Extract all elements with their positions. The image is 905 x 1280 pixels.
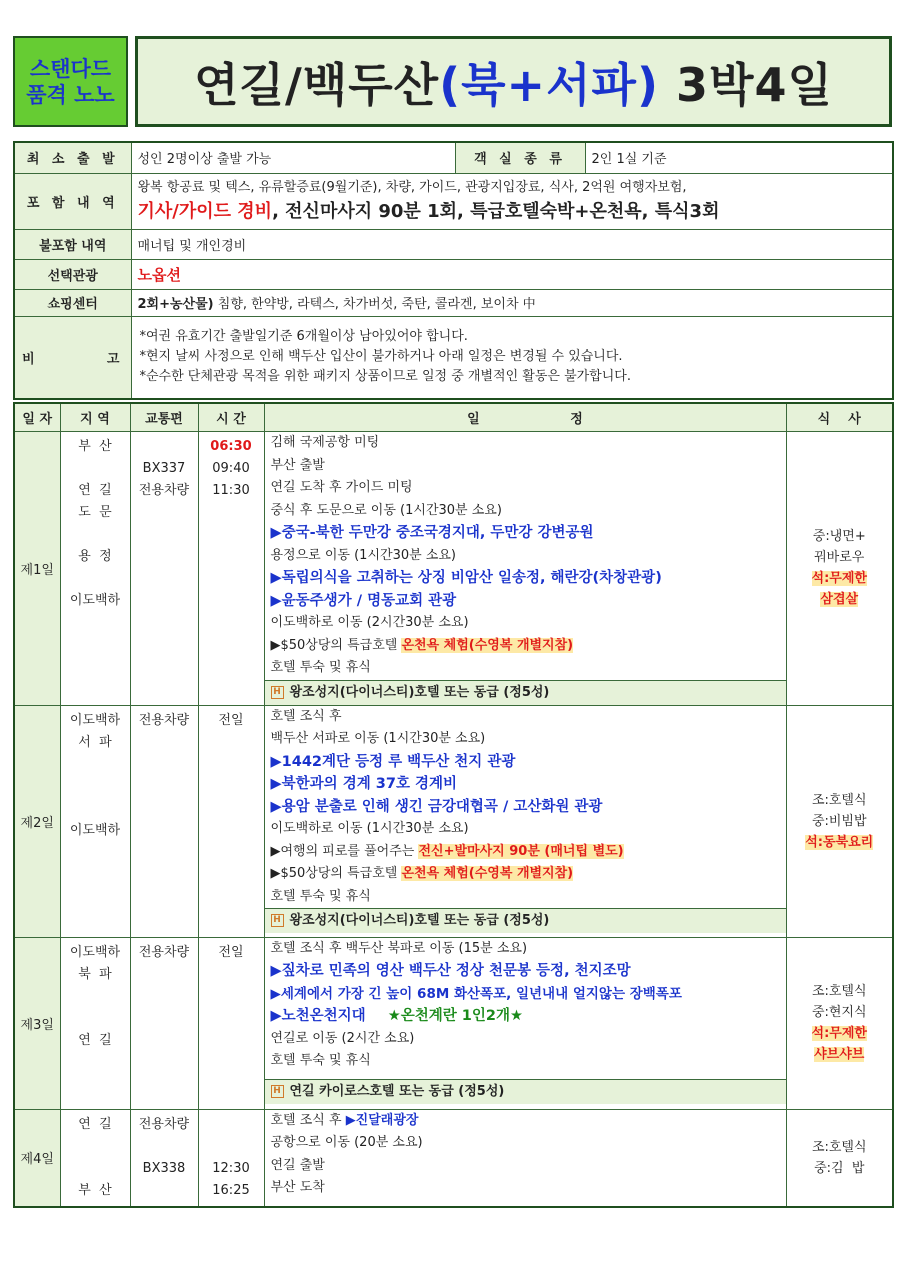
day-row-3 bbox=[14, 937, 893, 1109]
vehicle: 전용차량 bbox=[138, 483, 190, 498]
day-times bbox=[198, 1109, 264, 1207]
region: 도 문 bbox=[78, 505, 112, 520]
title-route: (북+서파) bbox=[439, 57, 659, 112]
flight-code: BX338 bbox=[142, 1160, 186, 1176]
col-region: 지 역 bbox=[60, 403, 130, 432]
region: 용 정 bbox=[78, 549, 112, 564]
schedule-line bbox=[265, 841, 786, 864]
day-meals bbox=[786, 937, 893, 1109]
day-schedule bbox=[264, 937, 786, 1109]
flight-code: BX337 bbox=[142, 461, 186, 476]
day-transport bbox=[130, 432, 198, 706]
region: 연 길 bbox=[78, 1116, 112, 1132]
day-schedule bbox=[264, 705, 786, 937]
schedule-line: ▶1442계단 등정 루 백두산 천지 관광 bbox=[270, 753, 516, 770]
day-label: 제3일 bbox=[14, 937, 60, 1109]
day-meals bbox=[786, 705, 893, 937]
egg-bonus: ★온천계란 1인2개★ bbox=[387, 1008, 523, 1024]
schedule-text: ▶여행의 피로를 풀어주는 bbox=[270, 843, 419, 859]
meal-special: 석:무제한 bbox=[811, 1026, 867, 1041]
day-meals bbox=[786, 432, 893, 706]
notes-label: 비 고 bbox=[14, 316, 131, 399]
day-transport bbox=[130, 1109, 198, 1207]
shopping-count: 2회+농산물) bbox=[137, 297, 214, 312]
day-times bbox=[198, 705, 264, 937]
schedule-line bbox=[265, 635, 786, 658]
region: 이도백하 bbox=[69, 944, 121, 960]
schedule-line: 연길로 이동 (2시간 소요) bbox=[270, 1030, 415, 1046]
product-info-table bbox=[13, 141, 894, 400]
azalea-square: ▶진달래광장 bbox=[345, 1112, 419, 1128]
notes-value bbox=[131, 316, 893, 399]
room-type-label: 객 실 종 류 bbox=[455, 142, 585, 173]
massage-highlight: 전신+발마사지 90분 (매너팁 별도) bbox=[418, 843, 624, 859]
itinerary-header-row bbox=[14, 403, 893, 432]
note-2: *현지 날씨 사정으로 인해 백두산 입산이 불가하거나 아래 일정은 변경될 수 있습니다. bbox=[139, 349, 623, 365]
schedule-line: 백두산 서파로 이동 (1시간30분 소요) bbox=[270, 731, 486, 746]
schedule-line: ▶세계에서 가장 긴 높이 68M 화산폭포, 일년내내 얼지않는 장백폭포 bbox=[270, 985, 682, 1002]
schedule-line bbox=[265, 863, 786, 886]
hot-spring-highlight: 온천욕 체험(수영복 개별지참) bbox=[401, 637, 574, 653]
excluded-label: 불포함 내역 bbox=[14, 229, 131, 259]
title-duration: 3박4일 bbox=[658, 57, 833, 112]
meal: 중:현지식 bbox=[811, 1005, 867, 1020]
day-times bbox=[198, 432, 264, 706]
schedule-text: ▶$50상당의 특급호텔 bbox=[270, 866, 402, 881]
vehicle: 전용차량 bbox=[138, 712, 190, 728]
itinerary-table bbox=[13, 402, 894, 1208]
time: 전일 bbox=[218, 712, 244, 728]
meal-special: 석:무제한 bbox=[811, 571, 867, 587]
hotel-name: 연길 카이로스호텔 또는 동급 (정5성) bbox=[289, 1083, 505, 1099]
meal: 중:김 밥 bbox=[814, 1160, 865, 1176]
day-regions bbox=[60, 937, 130, 1109]
region: 연 길 bbox=[78, 483, 112, 498]
vehicle: 전용차량 bbox=[138, 1116, 190, 1132]
day-regions bbox=[60, 1109, 130, 1207]
schedule-line: 이도백하로 이동 (1시간30분 소요) bbox=[270, 821, 469, 836]
schedule-line: ▶용암 분출로 인해 생긴 금강대협곡 / 고산화원 관광 bbox=[270, 798, 603, 815]
col-schedule: 일 정 bbox=[264, 403, 786, 432]
schedule-line: 호텔 조식 후 bbox=[270, 708, 342, 724]
meal-special: 샤브샤브 bbox=[814, 1047, 865, 1062]
schedule-line: 호텔 투숙 및 휴식 bbox=[270, 1053, 371, 1068]
schedule-line: 김해 국제공항 미팅 bbox=[270, 435, 380, 450]
min-departure-label: 최 소 출 발 bbox=[14, 142, 131, 173]
meal: 조:호텔식 bbox=[811, 984, 867, 999]
hotel-icon: H bbox=[271, 686, 284, 699]
day-label: 제2일 bbox=[14, 705, 60, 937]
region: 이도백하 bbox=[69, 593, 121, 608]
col-time: 시 간 bbox=[198, 403, 264, 432]
hotel-row bbox=[265, 1079, 786, 1104]
schedule-line: 호텔 조식 후 백두산 북파로 이동 (15분 소요) bbox=[270, 940, 528, 956]
time: 11:30 bbox=[212, 483, 250, 498]
day-label: 제4일 bbox=[14, 1109, 60, 1207]
day-label: 제1일 bbox=[14, 432, 60, 706]
included-line-1: 왕복 항공료 및 텍스, 유류할증료(9월기준), 차량, 가이드, 관광지입장료, 식사, 2억원 여행자보험, bbox=[137, 180, 687, 195]
schedule-line: 연길 도착 후 가이드 미팅 bbox=[270, 480, 413, 495]
schedule-line: 용정으로 이동 (1시간30분 소요) bbox=[270, 547, 456, 563]
time: 12:30 bbox=[212, 1160, 250, 1176]
included-label: 포 함 내 역 bbox=[14, 173, 131, 229]
schedule-line: 이도백하로 이동 (2시간30분 소요) bbox=[270, 615, 469, 630]
grade-badge bbox=[13, 36, 128, 127]
hotel-icon: H bbox=[271, 914, 284, 927]
badge-line-1: 스탠다드 bbox=[29, 56, 112, 81]
time: 06:30 bbox=[210, 439, 252, 454]
region: 서 파 bbox=[78, 734, 112, 750]
included-line-2 bbox=[138, 199, 887, 225]
schedule-line: 부산 출발 bbox=[270, 457, 325, 473]
schedule-line: 중식 후 도문으로 이동 (1시간30분 소요) bbox=[270, 502, 502, 518]
region: 이도백하 bbox=[69, 712, 121, 728]
included-value bbox=[131, 173, 893, 229]
schedule-line: 연길 출발 bbox=[270, 1157, 325, 1173]
time: 09:40 bbox=[212, 461, 250, 476]
hotel-name: 왕조성지(다이너스티)호텔 또는 동급 (정5성) bbox=[289, 913, 550, 928]
hotel-row bbox=[265, 680, 786, 705]
day-schedule bbox=[264, 432, 786, 706]
excluded-value: 매너팁 및 개인경비 bbox=[131, 229, 893, 259]
time: 16:25 bbox=[212, 1182, 250, 1198]
optional-tour-label: 선택관광 bbox=[14, 259, 131, 289]
page-title bbox=[135, 36, 892, 127]
day-row-4 bbox=[14, 1109, 893, 1207]
schedule-line: ▶독립의식을 고취하는 상징 비암산 일송정, 해란강(차창관광) bbox=[270, 570, 662, 586]
schedule-line: 부산 도착 bbox=[270, 1180, 325, 1195]
region: 연 길 bbox=[78, 1032, 112, 1048]
note-1: *여권 유효기간 출발일기준 6개월이상 남아있어야 합니다. bbox=[139, 329, 468, 345]
schedule-line: ▶북한과의 경계 37호 경계비 bbox=[270, 776, 458, 792]
col-day: 일 자 bbox=[14, 403, 60, 432]
meal: 조:호텔식 bbox=[811, 1139, 867, 1155]
note-3: *순수한 단체관광 목적을 위한 패키지 상품이므로 일정 중 개별적인 활동은 불가합니다. bbox=[139, 369, 631, 385]
hotel-row bbox=[265, 908, 786, 933]
shopping-items: 침향, 한약방, 라텍스, 차가버섯, 죽탄, 콜라겐, 보이차 中 bbox=[213, 297, 536, 312]
schedule-line: ▶짚차로 민족의 영산 백두산 정상 천문봉 등정, 천지조망 bbox=[270, 963, 631, 979]
col-transport: 교통편 bbox=[130, 403, 198, 432]
schedule-line: 호텔 투숙 및 휴식 bbox=[270, 888, 371, 904]
region: 이도백하 bbox=[69, 822, 121, 838]
day-transport bbox=[130, 705, 198, 937]
title-destination: 연길/백두산 bbox=[194, 57, 440, 112]
schedule-text: ▶노천온천지대 bbox=[270, 1008, 366, 1024]
room-type-value: 2인 1실 기준 bbox=[585, 142, 893, 173]
schedule-line bbox=[265, 1005, 786, 1028]
shopping-value bbox=[131, 289, 893, 316]
day-transport bbox=[130, 937, 198, 1109]
min-departure-value: 성인 2명이상 출발 가능 bbox=[131, 142, 455, 173]
optional-tour-value: 노옵션 bbox=[131, 259, 893, 289]
vehicle: 전용차량 bbox=[138, 944, 190, 960]
meal: 조:호텔식 bbox=[811, 792, 867, 808]
hot-spring-highlight: 온천욕 체험(수영복 개별지참) bbox=[401, 866, 574, 881]
day-meals bbox=[786, 1109, 893, 1207]
schedule-line: 공항으로 이동 (20분 소요) bbox=[270, 1135, 423, 1150]
day-row-1 bbox=[14, 432, 893, 706]
region: 부 산 bbox=[78, 1182, 112, 1198]
day-row-2 bbox=[14, 705, 893, 937]
hotel-name: 왕조성지(다이너스티)호텔 또는 동급 (정5성) bbox=[289, 684, 550, 700]
schedule-text: ▶$50상당의 특급호텔 bbox=[270, 637, 402, 653]
meal-special: 석:동북요리 bbox=[805, 834, 874, 850]
included-line-2-rest: , 전신마사지 90분 1회, 특급호텔숙박+온천욕, 특식3회 bbox=[272, 201, 720, 222]
shopping-label: 쇼핑센터 bbox=[14, 289, 131, 316]
day-regions bbox=[60, 705, 130, 937]
region: 부 산 bbox=[78, 439, 112, 454]
schedule-text: 호텔 조식 후 bbox=[270, 1112, 346, 1128]
meal: 중:비빔밥 bbox=[811, 813, 867, 829]
badge-line-2: 품격 노노 bbox=[26, 82, 115, 107]
day-times bbox=[198, 937, 264, 1109]
schedule-line: ▶중국-북한 두만강 중조국경지대, 두만강 강변공원 bbox=[270, 525, 594, 541]
meal-special: 삼겹살 bbox=[820, 592, 859, 608]
driver-guide-fee: 기사/가이드 경비 bbox=[137, 201, 273, 222]
day-regions bbox=[60, 432, 130, 706]
day-schedule bbox=[264, 1109, 786, 1207]
schedule-line bbox=[265, 1110, 786, 1133]
schedule-line: ▶윤동주생가 / 명동교회 관광 bbox=[270, 592, 457, 609]
hotel-icon: H bbox=[271, 1085, 284, 1098]
schedule-line: 호텔 투숙 및 휴식 bbox=[270, 660, 371, 675]
col-meal: 식 사 bbox=[786, 403, 893, 432]
region: 북 파 bbox=[78, 966, 112, 982]
time: 전일 bbox=[218, 944, 244, 960]
meal: 중:냉면+ bbox=[812, 529, 866, 545]
meal: 꿔바로우 bbox=[814, 550, 865, 566]
